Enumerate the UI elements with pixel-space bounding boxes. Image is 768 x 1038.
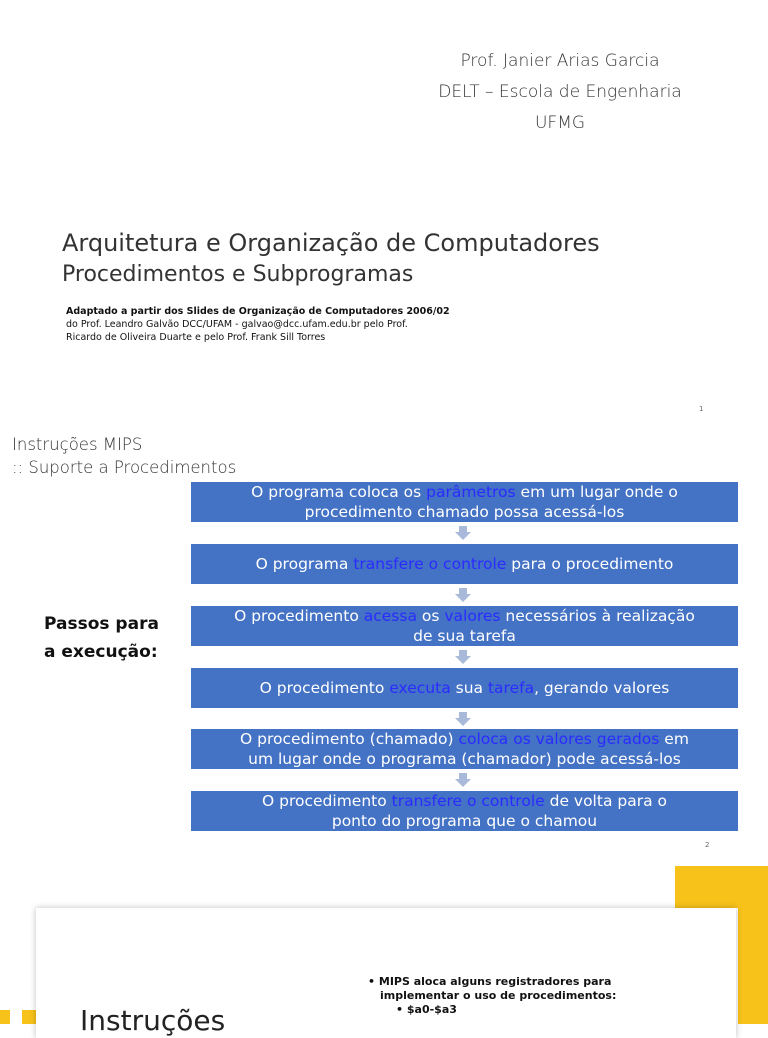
arrow-down-icon — [455, 650, 471, 664]
sub-bullet: • $a0-$a3 — [396, 1003, 457, 1016]
arrow-down-icon — [455, 773, 471, 787]
step4-text-b: , gerando valores — [534, 679, 670, 697]
accent-bar-left-2 — [22, 1010, 36, 1024]
slide2-title-line-2: :: Suporte a Procedimentos — [12, 458, 237, 477]
step6-text-b: de volta para o — [544, 792, 667, 810]
slide2-title — [12, 433, 236, 479]
step4-text-mid: sua — [450, 679, 488, 697]
step5-highlight: coloca os valores gerados — [458, 730, 660, 748]
step6-line-2: ponto do programa que o chamou — [331, 812, 598, 830]
author-department: DELT – Escola de Engenharia — [438, 82, 682, 102]
step-box-2 — [191, 544, 738, 584]
credits-line-2: do Prof. Leandro Galvão DCC/UFAM - galvao@dcc.ufam.edu.br pelo Prof. — [66, 319, 408, 330]
author-block — [380, 46, 740, 139]
slide1-title: Arquitetura e Organização de Computadores — [62, 229, 600, 257]
steps-label-line-2: a execução: — [44, 642, 158, 662]
slide3-bullets — [368, 975, 616, 1017]
author-university: UFMG — [534, 113, 586, 133]
step3-line-2: de sua tarefa — [413, 627, 516, 645]
step-box-3 — [191, 606, 738, 646]
step3-text-mid: os — [416, 607, 445, 625]
step-box-5 — [191, 729, 738, 769]
step1-text-b: em um lugar onde o — [515, 483, 678, 501]
step-box-6 — [191, 791, 738, 831]
slide1-subtitle: Procedimentos e Subprogramas — [62, 262, 414, 287]
arrow-down-icon — [455, 712, 471, 726]
sub-bullet-text: $a0-$a3 — [406, 1003, 457, 1016]
step4-text-a: O procedimento — [259, 679, 390, 697]
step1-line-2: procedimento chamado possa acessá-los — [304, 503, 625, 521]
step2-highlight: transfere o controle — [353, 555, 507, 573]
credits-line-1: Adaptado a partir dos Slides de Organização de Computadores 2006/02 — [66, 306, 450, 317]
arrow-down-icon — [455, 588, 471, 602]
step5-line-2: um lugar onde o programa (chamador) pode acessá-los — [248, 750, 681, 768]
step2-text-a: O programa — [255, 555, 354, 573]
arrow-down-icon — [455, 526, 471, 540]
author-name: Prof. Janier Arias Garcia — [460, 51, 660, 71]
accent-bar-left — [0, 1010, 10, 1024]
credits-line-3: Ricardo de Oliveira Duarte e pelo Prof. Frank Sill Torres — [66, 332, 326, 343]
step-box-4 — [191, 668, 738, 708]
step3-text-a: O procedimento — [234, 607, 364, 625]
step3-highlight-1: acessa — [363, 607, 417, 625]
step2-text-b: para o procedimento — [506, 555, 674, 573]
step5-text-a: O procedimento (chamado) — [240, 730, 459, 748]
bullet-1-line-1: MIPS aloca alguns registradores para — [378, 975, 612, 988]
credits-block — [66, 305, 450, 344]
page-number-1: 1 — [699, 405, 704, 413]
step6-text-a: O procedimento — [262, 792, 392, 810]
bullet-1: • MIPS aloca alguns registradores para — [368, 975, 612, 988]
step4-highlight-2: tarefa — [487, 679, 535, 697]
step6-highlight: transfere o controle — [391, 792, 545, 810]
step3-text-b: necessários à realização — [500, 607, 695, 625]
step1-highlight: parâmetros — [426, 483, 516, 501]
slide2-title-line-1: Instruções MIPS — [12, 435, 143, 454]
step-box-1 — [191, 482, 738, 522]
slide3-title: Instruções — [80, 1004, 226, 1037]
steps-label — [44, 610, 159, 666]
accent-bar-right — [738, 866, 768, 1024]
step3-highlight-2: valores — [444, 607, 501, 625]
step5-text-b: em — [659, 730, 689, 748]
page-number-2: 2 — [705, 841, 710, 849]
bullet-1-line-2: implementar o uso de procedimentos: — [380, 989, 617, 1002]
step1-text-a: O programa coloca os — [251, 483, 427, 501]
step4-highlight-1: executa — [389, 679, 451, 697]
steps-label-line-1: Passos para — [44, 614, 159, 634]
